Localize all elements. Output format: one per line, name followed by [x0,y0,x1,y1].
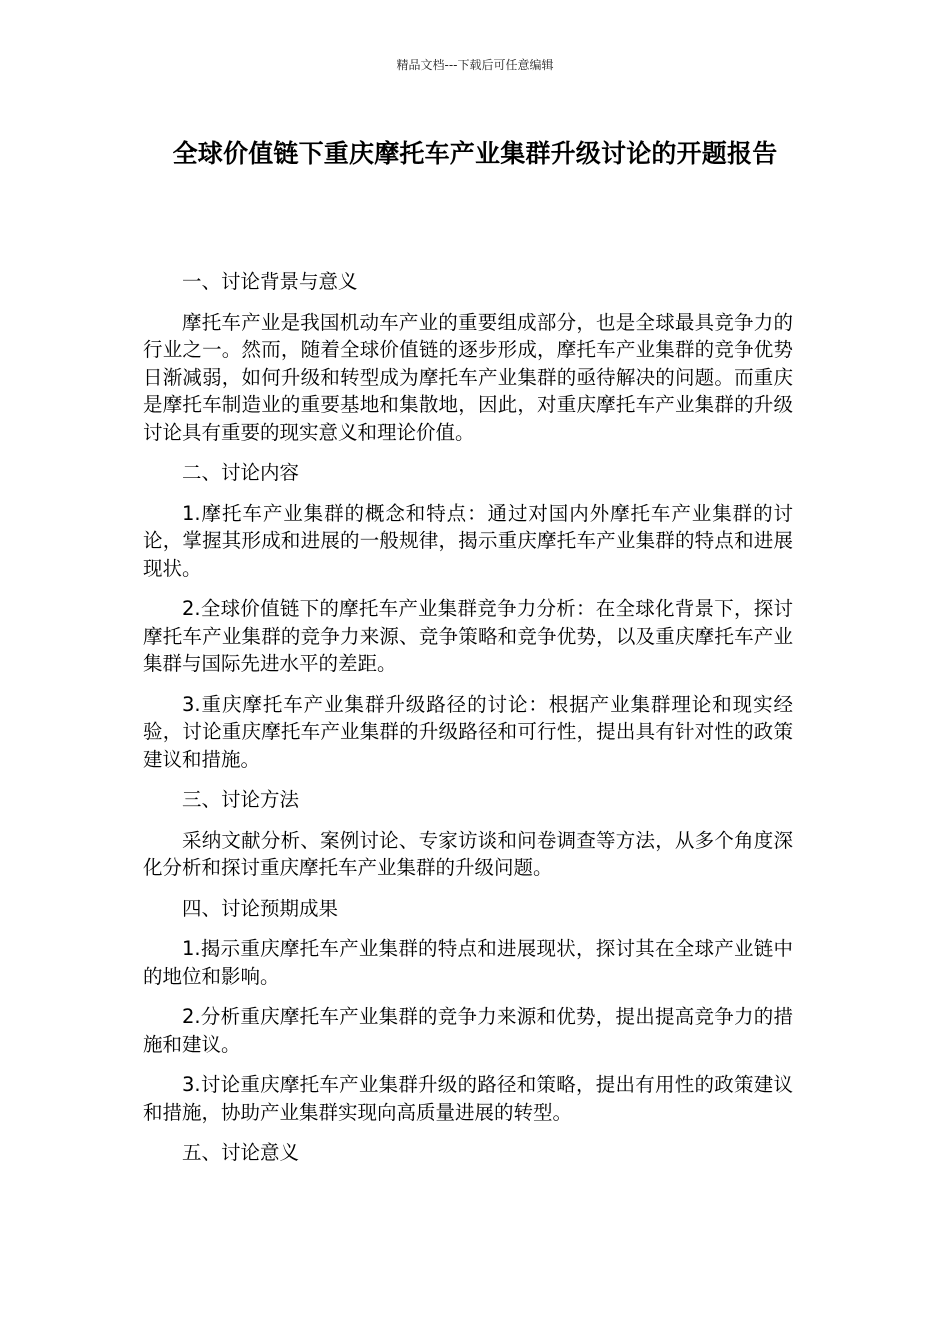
document-body [143,268,793,1180]
section-heading-background: 一、讨论背景与意义 [182,270,358,293]
paragraph: 2.全球价值链下的摩托车产业集群竞争力分析：在全球化背景下，探讨摩托车产业集群的竞争力来源、竞争策略和竞争优势，以及重庆摩托车产业集群与国际先进水平的差距。 [143,597,793,675]
section-heading-significance: 五、讨论意义 [182,1141,300,1164]
section-heading-expected-results: 四、讨论预期成果 [182,896,339,920]
paragraph: 摩托车产业是我国机动车产业的重要组成部分，也是全球最具竞争力的行业之一。然而，随着全球价值链的逐步形成，摩托车产业集群的竞争优势日渐减弱，如何升级和转型成为摩托车产业集群的亟待解决的问题。而重庆是摩托车制造业的重要基地和集散地，因此，对重庆摩托车产业集群的升级讨论具有重要的现实意义和理论价值。 [143,310,793,444]
section-heading-methods: 三、讨论方法 [182,788,300,811]
paragraph: 采纳文献分析、案例讨论、专家访谈和问卷调查等方法，从多个角度深化分析和探讨重庆摩托车产业集群的升级问题。 [143,828,793,879]
paragraph: 3.重庆摩托车产业集群升级路径的讨论：根据产业集群理论和现实经验，讨论重庆摩托车产业集群的升级路径和可行性，提出具有针对性的政策建议和措施。 [143,692,793,771]
paragraph: 2.分析重庆摩托车产业集群的竞争力来源和优势，提出提高竞争力的措施和建议。 [143,1005,793,1056]
paragraph: 1.揭示重庆摩托车产业集群的特点和进展现状，探讨其在全球产业链中的地位和影响。 [143,937,793,988]
section-heading-content: 二、讨论内容 [182,461,300,484]
document-title: 全球价值链下重庆摩托车产业集群升级讨论的开题报告 [172,139,778,168]
paragraph: 1.摩托车产业集群的概念和特点：通过对国内外摩托车产业集群的讨论，掌握其形成和进展的一般规律，揭示重庆摩托车产业集群的特点和进展现状。 [143,501,793,580]
paragraph: 3.讨论重庆摩托车产业集群升级的路径和策略，提出有用性的政策建议和措施，协助产业集群实现向高质量进展的转型。 [143,1073,793,1124]
header-note: 精品文档---下载后可任意编辑 [396,58,554,72]
